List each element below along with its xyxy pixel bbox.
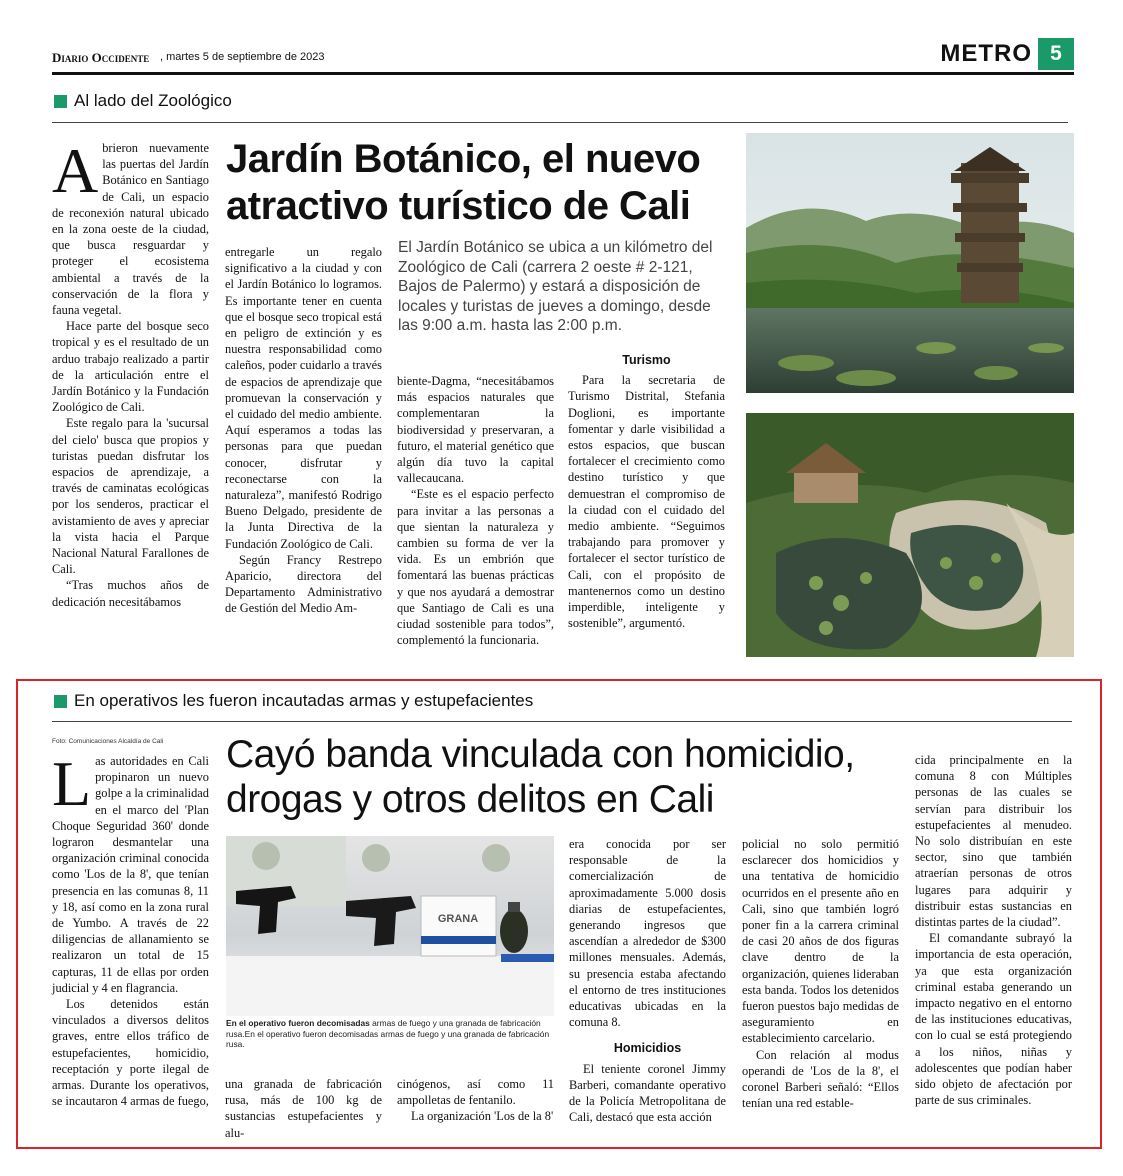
photo-box-label: GRANA [437, 913, 479, 925]
masthead [52, 40, 1074, 74]
paragraph: cida principalmente en la comuna 8 con Múltiples personas de las cuales se servían para distribuir los estupefacientes al menudeo. No solo distribuían en este sector, sino que también atraerían personas de otros lugares para adquirir y distribuir estas sustancias en distintas partes de la ciudad”. [915, 753, 1072, 930]
paragraph: La organización 'Los de la 8' [411, 1109, 554, 1124]
paragraph: El comandante subrayó la importancia de esta operación, ya que esta organización criminal estaba generando un impacto negativo en el entorno de las instituciones educativas, con lo cual se está protegiendo a los niños, niñas y adolescentes que podían haber sido objeto de afectación por parte de sus criminales. [915, 931, 1072, 1108]
story2-column-1 [52, 748, 209, 1109]
paragraph: brieron nuevamente las puertas del Jardín Botánico en Santiago de Cali, un espacio de reconexión natural ubicado en la zona oeste de la ciudad, que busca resguardar y proteger el ecosistema ambiental a través de la conservación de la flora y fauna vegetal. [52, 141, 209, 318]
kicker-rule [52, 721, 1072, 722]
dropcap: L [52, 748, 92, 819]
kicker-rule [52, 122, 1068, 123]
story1-column-3 [397, 373, 554, 648]
paragraph: Según Francy Restrepo Aparicio, directora del Departamento Administrativo de Gestión del Medio Am- [225, 552, 382, 616]
paragraph: as autoridades en Cali propinaron un nuevo golpe a la criminalidad en el marco del 'Plan Choque Seguridad 360' donde lograron desmantelar una organización criminal conocida como 'Los de la 8', que tenían presencia en las comunas 8, 11 y 18, así como en la zona rural de Yumbo. A través de 22 diligencias de allanamiento se realizaron un total de 15 capturas, 11 de ellas por orden judicial y 4 en flagrancia. [52, 754, 209, 995]
kicker-story2: En operativos les fueron incautadas armas y estupefacientes [74, 691, 534, 710]
paragraph: “Este es el espacio perfecto para invitar a las personas a que sientan la naturaleza y cambien su forma de ver la vida. Es un embrión que fomentará las buenas prácticas y que nos ayudará a demostrar que Santiago de Cali es una ciudad sostenible para todos”, complementó la funcionaria. [397, 487, 554, 648]
story1-column-2 [225, 244, 382, 617]
story1-lead: El Jardín Botánico se ubica a un kilómetro del Zoológico de Cali (carrera 2 oeste # 2-121, Bajos de Palermo) y estará a disposición de locales y turistas de jueves a domingo, desde las 9:00 a.m. hasta las 2:00 p.m. [398, 239, 713, 334]
photo-caption [226, 1018, 554, 1050]
story2-column-3 [397, 1076, 554, 1125]
paragraph: era conocida por ser responsable de la comercialización de aproximadamente 5.000 dosis diarias de estupefacientes, generando ingresos que ascendían a alrededor de $300 millones mensuales. Además, su presencia estaba afectando el entorno de tres instituciones educativas ubicadas en la comuna 8. [569, 837, 726, 1030]
story2-column-2 [225, 1076, 382, 1141]
caption-bold: En el operativo fueron decomisadas [226, 1018, 370, 1028]
paragraph: “Tras muchos años de dedicación necesitábamos [52, 578, 209, 609]
issue-date: , martes 5 de septiembre de 2023 [160, 51, 325, 63]
subhead-homicidios: Homicidios [613, 1041, 682, 1056]
section-name: METRO [940, 40, 1032, 67]
paragraph: biente-Dagma, “necesitábamos más espacios naturales que complementaran la biodiversidad y preservaran, a futuro, el material genético que algún día tuvo la capital vallecaucana. [397, 374, 554, 486]
kicker-square [54, 95, 67, 108]
paragraph: Para la secretaria de Turismo Distrital, Stefania Doglioni, es importante fomentar y darle visibilidad a estos espacios, que buscan fortalecer el crecimiento como destino turístico y que demuestran el compromiso de la ciudad con el cuidado del medio ambiente. “Seguimos trabajando para promover y fortalecer el sector turístico de Cali, con el propósito de mantenernos como un destino imperdible, inteligente y sostenible”, argumentó. [568, 373, 725, 631]
masthead-rule [52, 72, 1074, 75]
paper-name: Diario Occidente [52, 50, 150, 65]
subhead-turismo: Turismo [622, 353, 671, 367]
paragraph: entregarle un regalo significativo a la ciudad y con el Jardín Botánico lo logramos. Es importante tener en cuenta que el bosque seco tropical está en peligro de extinción y es nuestra responsabilidad como caleños, poder cuidarlo a través de espacios de aprendizaje que promuevan la conservación y el cuidado del medio ambiente. Aquí esperamos a todas las personas para que puedan conocer, disfrutar y reconectarse con la naturaleza”, manifestó Rodrigo Bueno Delgado, presidente de la Junta Directiva de la Fundación Zoológico de Cali. [225, 245, 382, 551]
paragraph: Este regalo para la 'sucursal del cielo' busca que propios y turistas puedan disfrutar los espacios de aprendizaje, a través de caminatas ecológicas por los senderos, practicar el avistamiento de aves y apreciar la vista hacia el Parque Nacional Natural Farallones de Cali. [52, 416, 209, 577]
paragraph: El teniente coronel Jimmy Barberi, comandante operativo de la Policía Metropolitana de Cali, destacó que esta acción [569, 1061, 726, 1125]
paragraph: Los detenidos están vinculados a diversos delitos graves, entre ellos tráfico de estupefacientes, homicidio, receptación y porte ilegal de armas. Durante los operativos, se incautaron 4 armas de fuego, [52, 997, 209, 1109]
story2-headline: Cayó banda vinculada con homicidio, drogas y otros delitos en Cali [226, 733, 855, 821]
paragraph: una granada de fabricación rusa, más de 100 kg de sustancias estupefacientes y alu- [225, 1077, 382, 1140]
seized-weapons-photo [226, 836, 554, 1016]
garden-photo-pond-image [746, 413, 1074, 657]
seized-weapons-image [226, 836, 554, 1016]
story2-column-5 [742, 836, 899, 1111]
dropcap: A [52, 135, 99, 206]
garden-photo-tower [746, 133, 1074, 393]
paragraph: Hace parte del bosque seco tropical y es el resultado de un arduo trabajo realizado a partir de la articulación entre el Jardín Botánico y la Fundación Zoológico de Cali. [52, 319, 209, 415]
paragraph: policial no solo permitió esclarecer dos homicidios y una tentativa de homicidio ocurridos en el presente año en Cali, sino que también logró poner fin a la carrera criminal de casi 20 años de dos figuras clave dentro de la organización, quienes lideraban esta banda. Todos los detenidos fueron puestos bajo medidas de aseguramiento en establecimiento carcelario. [742, 837, 900, 1046]
paragraph: cinógenos, así como 11 ampolletas de fentanilo. [397, 1077, 554, 1108]
photo-credit: Foto: Comunicaciones Alcaldía de Cali [52, 738, 164, 745]
story2-column-4 [569, 836, 726, 1125]
page-number: 5 [1038, 38, 1074, 70]
garden-photo-tower-image [746, 133, 1074, 393]
story1-headline: Jardín Botánico, el nuevo atractivo turístico de Cali [226, 137, 701, 228]
caption-text: armas de fuego y una granada de fabricación rusa.En el operativo fueron decomisadas armas de fuego y una granada de fabricación rusa. [226, 1018, 550, 1049]
story1-column-4 [568, 350, 725, 631]
paragraph: Con relación al modus operandi de 'Los de la 8', el coronel Barberi señaló: “Ellos tenían una red estable- [742, 1047, 899, 1111]
garden-photo-pond [746, 413, 1074, 657]
story2-column-6 [915, 752, 1072, 1108]
story1-column-1 [52, 135, 209, 610]
kicker-square [54, 695, 67, 708]
kicker-story1: Al lado del Zoológico [74, 91, 232, 110]
